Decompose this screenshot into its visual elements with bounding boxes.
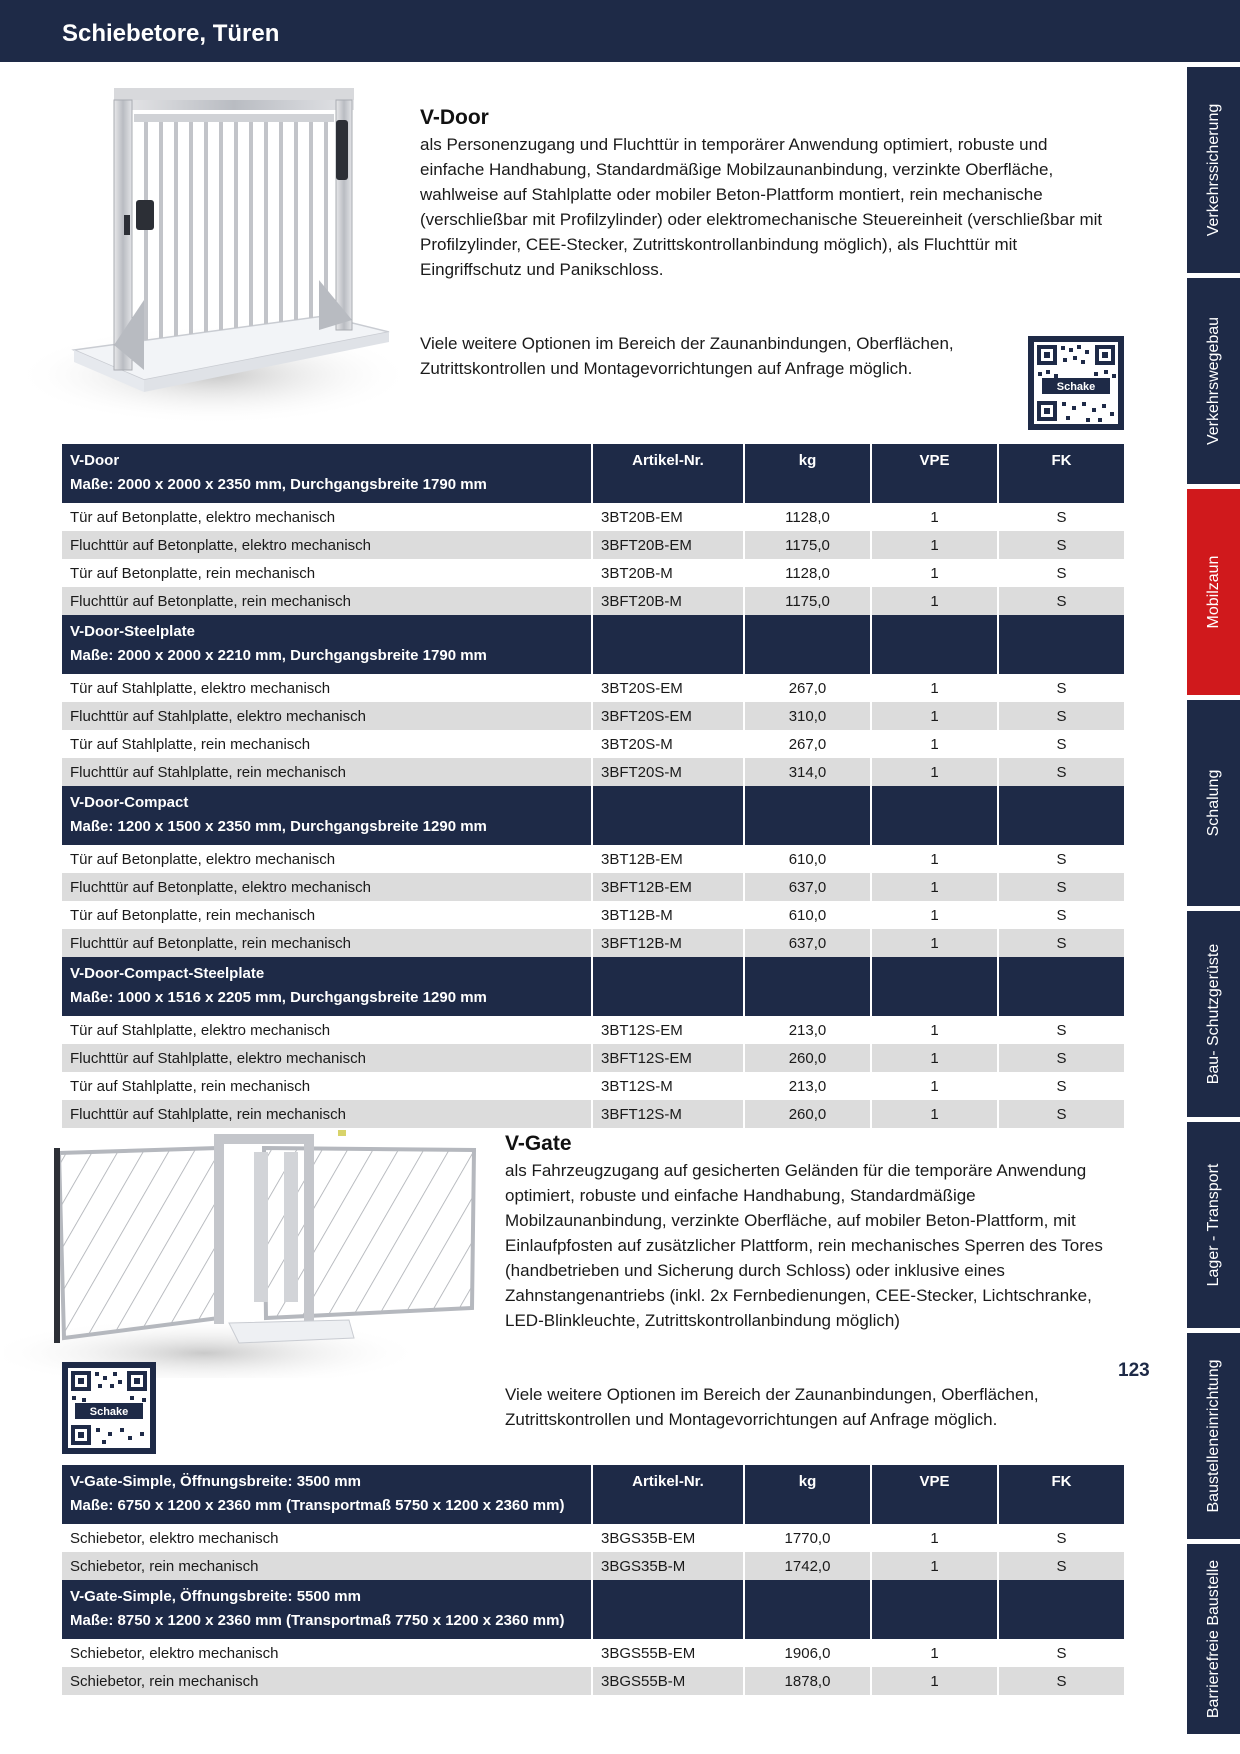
product-name-cell: Schiebetor, elektro mechanisch [62, 1524, 593, 1552]
article-number-cell: 3BGS35B-EM [593, 1524, 745, 1552]
fk-cell: S [999, 1639, 1124, 1667]
tab-verkehrswegebau[interactable] [1187, 278, 1240, 484]
fk-cell: S [999, 531, 1124, 559]
column-header: VPE [872, 1465, 999, 1524]
v-door-product-image [14, 80, 414, 430]
column-header: VPE [872, 444, 999, 503]
fk-cell: S [999, 1044, 1124, 1072]
page-title: Schiebetore, Türen [62, 20, 280, 47]
group-title-cell [62, 957, 593, 1016]
article-number-cell: 3BFT20S-M [593, 758, 745, 786]
column-header [872, 1580, 999, 1639]
weight-cell: 1175,0 [745, 531, 872, 559]
qr-brand-label: Schake [1056, 381, 1096, 393]
group-name: V-Door-Steelplate [70, 623, 196, 640]
product-name-cell: Tür auf Betonplatte, elektro mechanisch [62, 503, 593, 531]
qr-brand-label: Schake [89, 1406, 129, 1418]
weight-cell: 1128,0 [745, 559, 872, 587]
fk-cell: S [999, 1667, 1124, 1695]
group-title-cell [62, 786, 593, 845]
table-row [62, 1667, 1124, 1695]
vpe-cell: 1 [872, 503, 999, 531]
group-header-row [62, 957, 1124, 1016]
vpe-cell: 1 [872, 758, 999, 786]
table-row [62, 559, 1124, 587]
vpe-cell: 1 [872, 587, 999, 615]
tab-baustelleneinrichtung[interactable] [1187, 1333, 1240, 1539]
column-header [593, 1580, 745, 1639]
v-gate-product-table [62, 1465, 1124, 1695]
group-title-cell [62, 1465, 593, 1524]
column-header [872, 615, 999, 674]
fk-cell: S [999, 873, 1124, 901]
group-header-row [62, 1465, 1124, 1524]
group-dimensions: Maße: 1000 x 1516 x 2205 mm, Durchgangsbreite 1290 mm [70, 989, 487, 1006]
article-number-cell: 3BT20B-M [593, 559, 745, 587]
vpe-cell: 1 [872, 702, 999, 730]
column-header [745, 786, 872, 845]
vpe-cell: 1 [872, 1524, 999, 1552]
article-number-cell: 3BFT12B-EM [593, 873, 745, 901]
tab-label: Lager - Transport [1204, 1163, 1222, 1287]
column-header [999, 786, 1124, 845]
fk-cell: S [999, 702, 1124, 730]
product-name-cell: Tür auf Stahlplatte, rein mechanisch [62, 1072, 593, 1100]
product-name-cell: Schiebetor, rein mechanisch [62, 1552, 593, 1580]
v-door-title: V-Door [420, 106, 489, 129]
table-row [62, 1072, 1124, 1100]
v-door-options-note: Viele weitere Optionen im Bereich der Zaunanbindungen, Oberflächen, Zutrittskontrollen und Montagevorrichtungen auf Anfrage möglich. [420, 334, 954, 378]
product-name-cell: Tür auf Betonplatte, elektro mechanisch [62, 845, 593, 873]
column-header [999, 957, 1124, 1016]
article-number-cell: 3BT20S-EM [593, 674, 745, 702]
column-header: FK [999, 1465, 1124, 1524]
weight-cell: 610,0 [745, 901, 872, 929]
column-header: Artikel-Nr. [593, 1465, 745, 1524]
vpe-cell: 1 [872, 559, 999, 587]
fk-cell: S [999, 587, 1124, 615]
group-header-row [62, 1580, 1124, 1639]
group-name: V-Gate-Simple, Öffnungsbreite: 5500 mm [70, 1588, 361, 1605]
column-header: FK [999, 444, 1124, 503]
vpe-cell: 1 [872, 674, 999, 702]
article-number-cell: 3BFT20B-M [593, 587, 745, 615]
fk-cell: S [999, 1552, 1124, 1580]
weight-cell: 1906,0 [745, 1639, 872, 1667]
vpe-cell: 1 [872, 1072, 999, 1100]
weight-cell: 260,0 [745, 1044, 872, 1072]
page-number: 123 [1118, 1360, 1150, 1381]
weight-cell: 267,0 [745, 730, 872, 758]
article-number-cell: 3BFT12S-M [593, 1100, 745, 1128]
group-name: V-Door-Compact-Steelplate [70, 965, 265, 982]
group-title-cell [62, 444, 593, 503]
article-number-cell: 3BT12B-M [593, 901, 745, 929]
fk-cell: S [1056, 508, 1067, 526]
product-name-cell: Tür auf Stahlplatte, elektro mechanisch [62, 1016, 593, 1044]
table-row [62, 1639, 1124, 1667]
table-row [62, 587, 1124, 615]
table-row [62, 1524, 1124, 1552]
table-row [62, 503, 1124, 531]
fk-cell: S [1056, 564, 1067, 582]
column-header: kg [745, 1465, 872, 1524]
tab-barrierefreie-baustelle[interactable] [1187, 1544, 1240, 1734]
fk-cell: S [999, 758, 1124, 786]
vpe-cell: 1 [872, 901, 999, 929]
article-number-cell: 3BGS35B-M [593, 1552, 745, 1580]
article-number-cell: 3BGS55B-M [593, 1667, 745, 1695]
weight-cell: 213,0 [745, 1016, 872, 1044]
weight-cell: 1128,0 [745, 503, 872, 531]
weight-cell: 1742,0 [745, 1552, 872, 1580]
table-row [62, 674, 1124, 702]
article-number-cell: 3BT20B-EM [593, 503, 745, 531]
article-number-cell: 3BFT20B-EM [593, 531, 745, 559]
vpe-cell: 1 [872, 531, 999, 559]
product-name-cell: Schiebetor, rein mechanisch [62, 1667, 593, 1695]
weight-cell: 260,0 [745, 1100, 872, 1128]
group-dimensions: Maße: 2000 x 2000 x 2350 mm, Durchgangsbreite 1790 mm [70, 476, 487, 493]
v-gate-options-note: Viele weitere Optionen im Bereich der Zaunanbindungen, Oberflächen, Zutrittskontrollen und Montagevorrichtungen auf Anfrage möglich. [505, 1385, 1039, 1429]
vpe-cell: 1 [872, 1100, 999, 1128]
fk-cell: S [1056, 906, 1067, 924]
table-row [62, 1044, 1124, 1072]
table-row [62, 1552, 1124, 1580]
product-name-cell: Tür auf Betonplatte, rein mechanisch [62, 901, 593, 929]
table-row [62, 845, 1124, 873]
fk-cell: S [999, 1016, 1124, 1044]
tab-lager-transport[interactable] [1187, 1122, 1240, 1328]
tab-label: Baustelleneinrichtung [1204, 1359, 1222, 1513]
tab-schalung[interactable] [1187, 700, 1240, 906]
category-tabs [1187, 67, 1240, 1754]
column-header [745, 615, 872, 674]
weight-cell: 637,0 [745, 873, 872, 901]
product-name-cell: Schiebetor, elektro mechanisch [62, 1639, 593, 1667]
fk-cell: S [999, 929, 1124, 957]
column-header [593, 957, 745, 1016]
fk-cell: S [999, 1072, 1124, 1100]
vpe-cell: 1 [872, 1667, 999, 1695]
column-header [745, 1580, 872, 1639]
vpe-cell: 1 [872, 1639, 999, 1667]
article-number-cell: 3BT12S-M [593, 1072, 745, 1100]
v-gate-qr-code[interactable] [62, 1362, 156, 1454]
vpe-cell: 1 [872, 873, 999, 901]
article-number-cell: 3BGS55B-EM [593, 1639, 745, 1667]
fk-cell: S [1056, 1529, 1067, 1547]
group-name: V-Door-Compact [70, 794, 189, 811]
weight-cell: 1878,0 [745, 1667, 872, 1695]
vpe-cell: 1 [872, 929, 999, 957]
weight-cell: 310,0 [745, 702, 872, 730]
group-dimensions: Maße: 8750 x 1200 x 2360 mm (Transportmaß 7750 x 1200 x 2360 mm) [70, 1612, 565, 1629]
fk-cell: S [1056, 850, 1067, 868]
column-header [872, 957, 999, 1016]
v-door-description: als Personenzugang und Fluchttür in temporärer Anwendung optimiert, robuste und einfache Handhabung, Standardmäßige Mobilzaunanbindung, verzinkte Oberfläche, wahlweise auf Stahlplatte oder mobiler Beton-Plattform montiert, rein mechanische (verschließbar mit Profilzylinder) oder elektromechanische Steuereinheit (verschließbar mit Profilzylinder, CEE-Stecker, Zutrittskontrollanbindung möglich), als Fluchttür mit Eingriffschutz und Panikschloss. [420, 135, 1103, 279]
table-row [62, 1016, 1124, 1044]
product-name-cell: Fluchttür auf Stahlplatte, rein mechanisch [62, 1100, 593, 1128]
column-header [593, 786, 745, 845]
group-dimensions: Maße: 6750 x 1200 x 2360 mm (Transportmaß 5750 x 1200 x 2360 mm) [70, 1497, 565, 1514]
product-name-cell: Fluchttür auf Stahlplatte, elektro mechanisch [62, 702, 593, 730]
tab-label: Bau- Schutzgerüste [1204, 943, 1222, 1085]
table-row [62, 758, 1124, 786]
weight-cell: 637,0 [745, 929, 872, 957]
vpe-cell: 1 [872, 1016, 999, 1044]
article-number-cell: 3BT20S-M [593, 730, 745, 758]
article-number-cell: 3BT12B-EM [593, 845, 745, 873]
article-number-cell: 3BT12S-EM [593, 1016, 745, 1044]
weight-cell: 1770,0 [745, 1524, 872, 1552]
weight-cell: 314,0 [745, 758, 872, 786]
column-header [999, 1580, 1124, 1639]
product-name-cell: Fluchttür auf Betonplatte, elektro mechanisch [62, 873, 593, 901]
tab-label: Mobilzaun [1204, 555, 1222, 629]
article-number-cell: 3BFT20S-EM [593, 702, 745, 730]
tab-label: Verkehrssicherung [1204, 103, 1222, 237]
column-header [593, 615, 745, 674]
product-name-cell: Fluchttür auf Stahlplatte, elektro mechanisch [62, 1044, 593, 1072]
group-name: V-Gate-Simple, Öffnungsbreite: 3500 mm [70, 1473, 361, 1490]
group-title-cell [62, 1580, 593, 1639]
v-gate-description: als Fahrzeugzugang auf gesicherten Geländen für die temporäre Anwendung optimiert, robuste und einfache Handhabung, Standardmäßige Mobilzaunanbindung, verzinkte Oberfläche, auf mobiler Beton-Plattform, mit Einlaufpfosten auf zusätzlicher Plattform, rein mechanisches Sperren des Tores (handbetrieben und Sicherung durch Schloss) oder inklusive eines Zahnstangenantriebs (inkl. 2x Fernbedienungen, CEE-Stecker, Lichtschranke, LED-Blinkleuchte, Zutrittskontrollanbindung möglich) [505, 1161, 1103, 1330]
vpe-cell: 1 [872, 845, 999, 873]
product-name-cell: Tür auf Stahlplatte, elektro mechanisch [62, 674, 593, 702]
column-header: Artikel-Nr. [593, 444, 745, 503]
tab-verkehrssicherung[interactable] [1187, 67, 1240, 273]
table-row [62, 873, 1124, 901]
group-header-row [62, 786, 1124, 845]
column-header [745, 957, 872, 1016]
group-title-cell [62, 615, 593, 674]
v-gate-product-image [4, 1128, 492, 1378]
group-name: V-Door [70, 452, 120, 469]
v-gate-title: V-Gate [505, 1132, 572, 1155]
column-header [999, 615, 1124, 674]
tab-label: Verkehrswegebau [1204, 316, 1222, 446]
weight-cell: 267,0 [745, 674, 872, 702]
product-name-cell: Fluchttür auf Betonplatte, rein mechanisch [62, 587, 593, 615]
table-row [62, 730, 1124, 758]
product-name-cell: Tür auf Betonplatte, rein mechanisch [62, 559, 593, 587]
column-header [872, 786, 999, 845]
tab-bau-schutzgerueste[interactable] [1187, 911, 1240, 1117]
weight-cell: 1175,0 [745, 587, 872, 615]
page-header-bar [0, 0, 1240, 62]
product-name-cell: Fluchttür auf Betonplatte, elektro mechanisch [62, 531, 593, 559]
product-name-cell: Fluchttür auf Stahlplatte, rein mechanisch [62, 758, 593, 786]
vpe-cell: 1 [872, 730, 999, 758]
tab-label: Schalung [1204, 769, 1222, 837]
group-dimensions: Maße: 2000 x 2000 x 2210 mm, Durchgangsbreite 1790 mm [70, 647, 487, 664]
group-header-row [62, 615, 1124, 674]
fk-cell: S [999, 730, 1124, 758]
table-row [62, 901, 1124, 929]
group-header-row [62, 444, 1124, 503]
article-number-cell: 3BFT12S-EM [593, 1044, 745, 1072]
fk-cell: S [999, 1100, 1124, 1128]
fk-cell: S [999, 674, 1124, 702]
vpe-cell: 1 [872, 1044, 999, 1072]
product-name-cell: Fluchttür auf Betonplatte, rein mechanisch [62, 929, 593, 957]
weight-cell: 213,0 [745, 1072, 872, 1100]
v-door-qr-code[interactable] [1028, 336, 1124, 430]
vpe-cell: 1 [872, 1552, 999, 1580]
article-number-cell: 3BFT12B-M [593, 929, 745, 957]
table-row [62, 929, 1124, 957]
group-dimensions: Maße: 1200 x 1500 x 2350 mm, Durchgangsbreite 1290 mm [70, 818, 487, 835]
weight-cell: 610,0 [745, 845, 872, 873]
tab-label: Barrierefreie Baustelle [1204, 1559, 1222, 1719]
v-door-product-table [62, 444, 1124, 1128]
table-row [62, 702, 1124, 730]
product-name-cell: Tür auf Stahlplatte, rein mechanisch [62, 730, 593, 758]
table-row [62, 531, 1124, 559]
tab-mobilzaun[interactable] [1187, 489, 1240, 695]
table-row [62, 1100, 1124, 1128]
column-header: kg [745, 444, 872, 503]
